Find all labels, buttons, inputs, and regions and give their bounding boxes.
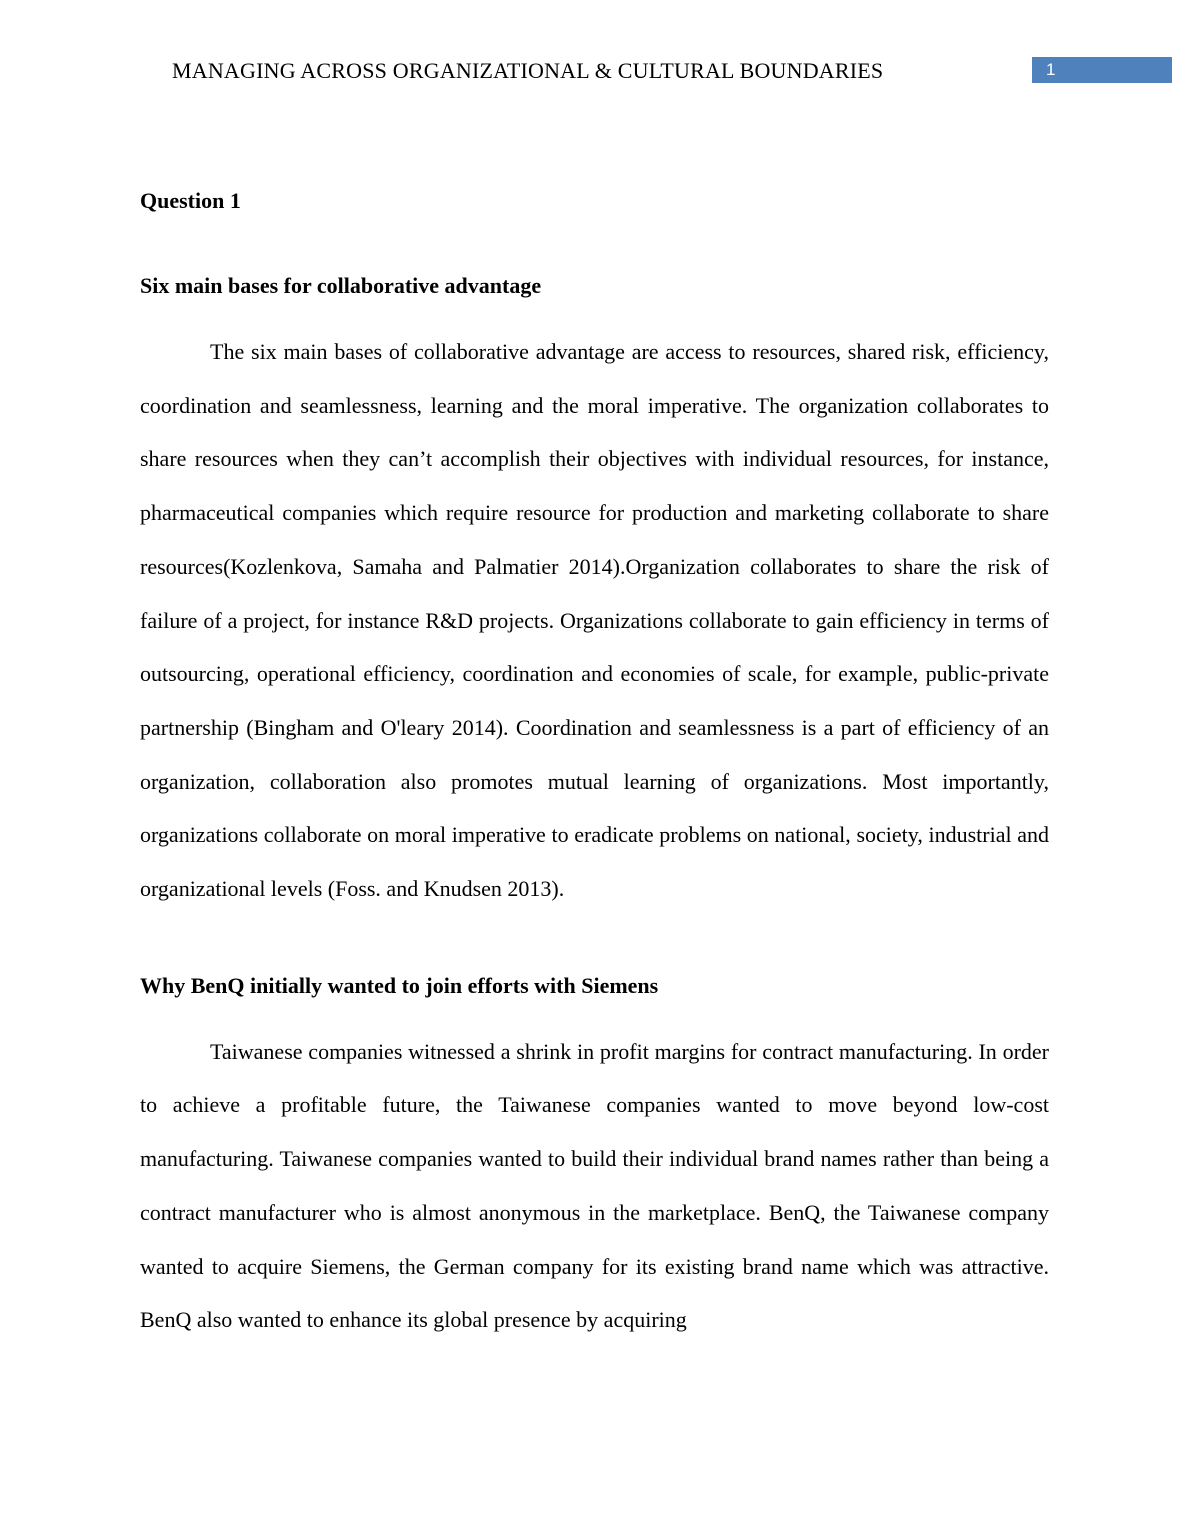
paragraph-collaborative-advantage: The six main bases of collaborative advantage are access to resources, shared risk, efficiency, coordination and seamlessness, learning and the moral imperative. The organization collaborates to share resources when they can’t accomplish their objectives with individual resources, for instance, pharmaceutical companies which require resource for production and marketing collaborate to share resources(Kozlenkova, Samaha and Palmatier 2014).Organization collaborates to share the risk of failure of a project, for instance R&D projects. Organizations collaborate to gain efficiency in terms of outsourcing, operational efficiency, coordination and economies of scale, for example, public-private partnership (Bingham and O'leary 2014). Coordination and seamlessness is a part of efficiency of an organization, collaboration also promotes mutual learning of organizations. Most importantly, organizations collaborate on moral imperative to eradicate problems on national, society, industrial and organizational levels (Foss. and Knudsen 2013). — [140, 339, 1049, 902]
document-body — [140, 186, 1049, 1347]
section-heading-collaborative-advantage: Six main bases for collaborative advantage — [140, 273, 542, 298]
page-number-badge — [1032, 57, 1172, 83]
running-header-title: MANAGING ACROSS ORGANIZATIONAL & CULTURAL BOUNDARIES — [172, 58, 884, 83]
paragraph-benq-siemens: Taiwanese companies witnessed a shrink in profit margins for contract manufacturing. In order to achieve a profitable future, the Taiwanese companies wanted to move beyond low-cost manufacturing. Taiwanese companies wanted to build their individual brand names rather than being a contract manufacturer who is almost anonymous in the marketplace. BenQ, the Taiwanese company wanted to acquire Siemens, the German company for its existing brand name which was attractive. BenQ also wanted to enhance its global presence by acquiring — [140, 1038, 1049, 1333]
question-title: Question 1 — [140, 188, 241, 213]
page-number: 1 — [1046, 60, 1056, 79]
section-heading-benq-siemens: Why BenQ initially wanted to join efforts with Siemens — [140, 972, 659, 998]
